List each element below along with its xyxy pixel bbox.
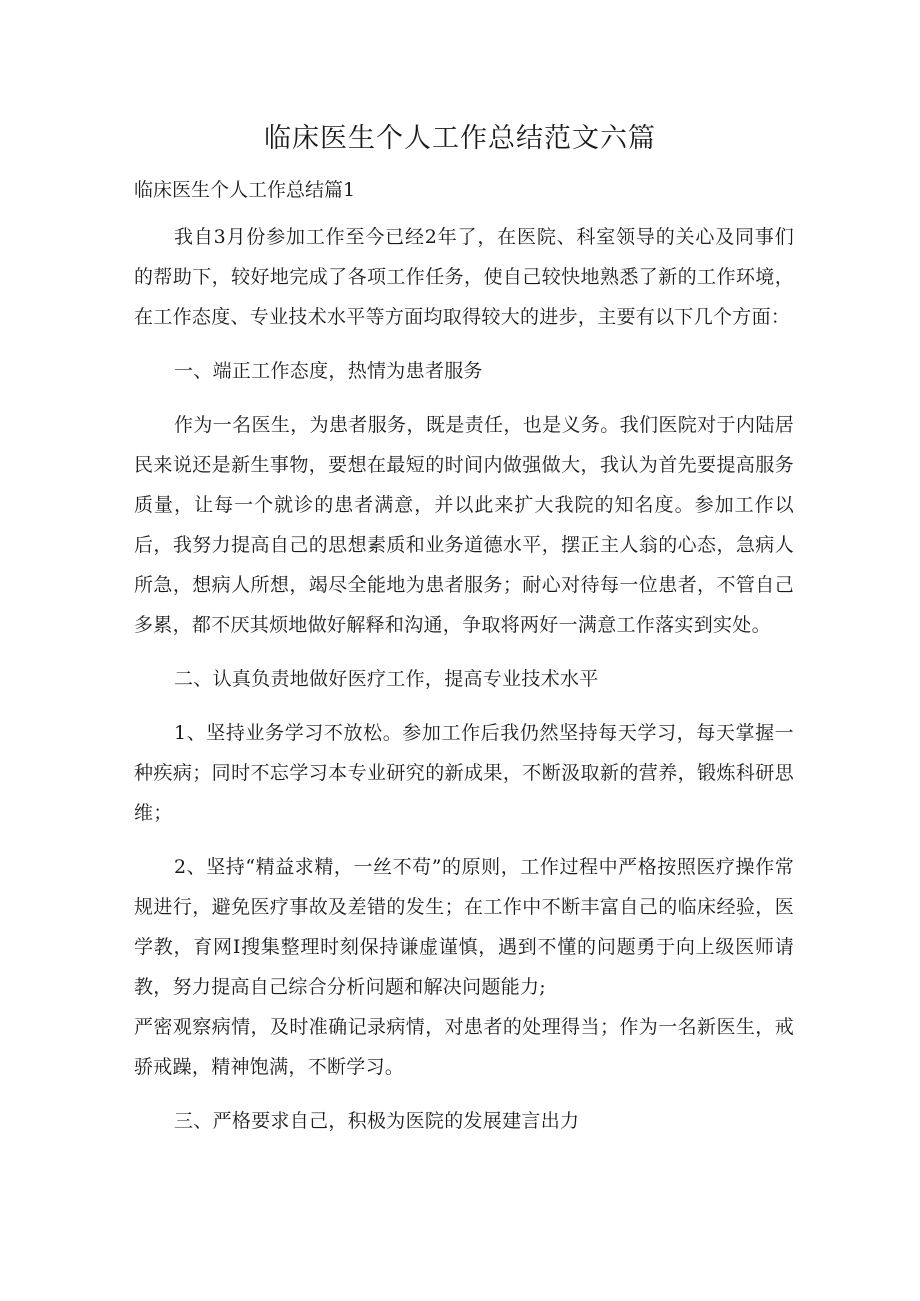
document-title: 临床医生个人工作总结范文六篇 [264, 123, 656, 154]
paragraph-observation: 严密观察病情，及时准确记录病情，对患者的处理得当；作为一名新医生，戒骄戒躁，精神饱满，不断学习。 [134, 1016, 794, 1078]
section-subtitle: 临床医生个人工作总结篇1 [134, 179, 356, 201]
paragraph-item-1: 1、坚持业务学习不放松。参加工作后我仍然坚持每天学习，每天掌握一种疾病；同时不忘学习本专业研究的新成果，不断汲取新的营养，锻炼科研思维； [134, 722, 794, 824]
paragraph-intro: 我自3月份参加工作至今已经2年了，在医院、科室领导的关心及同事们的帮助下，较好地完成了各项工作任务，使自己较快地熟悉了新的工作环境，在工作态度、专业技术水平等方面均取得较大的进步，主要有以下几个方面： [134, 226, 794, 328]
heading-section-3: 三、严格要求自己，积极为医院的发展建言出力 [174, 1110, 580, 1132]
paragraph-item-2: 2、坚持“精益求精，一丝不苟”的原则，工作过程中严格按照医疗操作常规进行，避免医疗事故及差错的发生；在工作中不断丰富自己的临床经验，医学教，育网I搜集整理时刻保持谦虚谨慎，遇到不懂的问题勇于向上级医师请教，努力提高自己综合分析问题和解决问题能力; [134, 856, 794, 998]
heading-section-1: 一、端正工作态度，热情为患者服务 [174, 360, 483, 382]
heading-section-2: 二、认真负责地做好医疗工作，提高专业技术水平 [174, 668, 599, 690]
paragraph-section-1: 作为一名医生，为患者服务，既是责任，也是义务。我们医院对于内陆居民来说还是新生事物，要想在最短的时间内做强做大，我认为首先要提高服务质量，让每一个就诊的患者满意，并以此来扩大我院的知名度。参加工作以后，我努力提高自己的思想素质和业务道德水平，摆正主人翁的心态，急病人所急，想病人所想，竭尽全能地为患者服务；耐心对待每一位患者，不管自己多累，都不厌其烦地做好解释和沟通，争取将两好一满意工作落实到实处。 [134, 414, 794, 636]
document-body [134, 217, 794, 1155]
